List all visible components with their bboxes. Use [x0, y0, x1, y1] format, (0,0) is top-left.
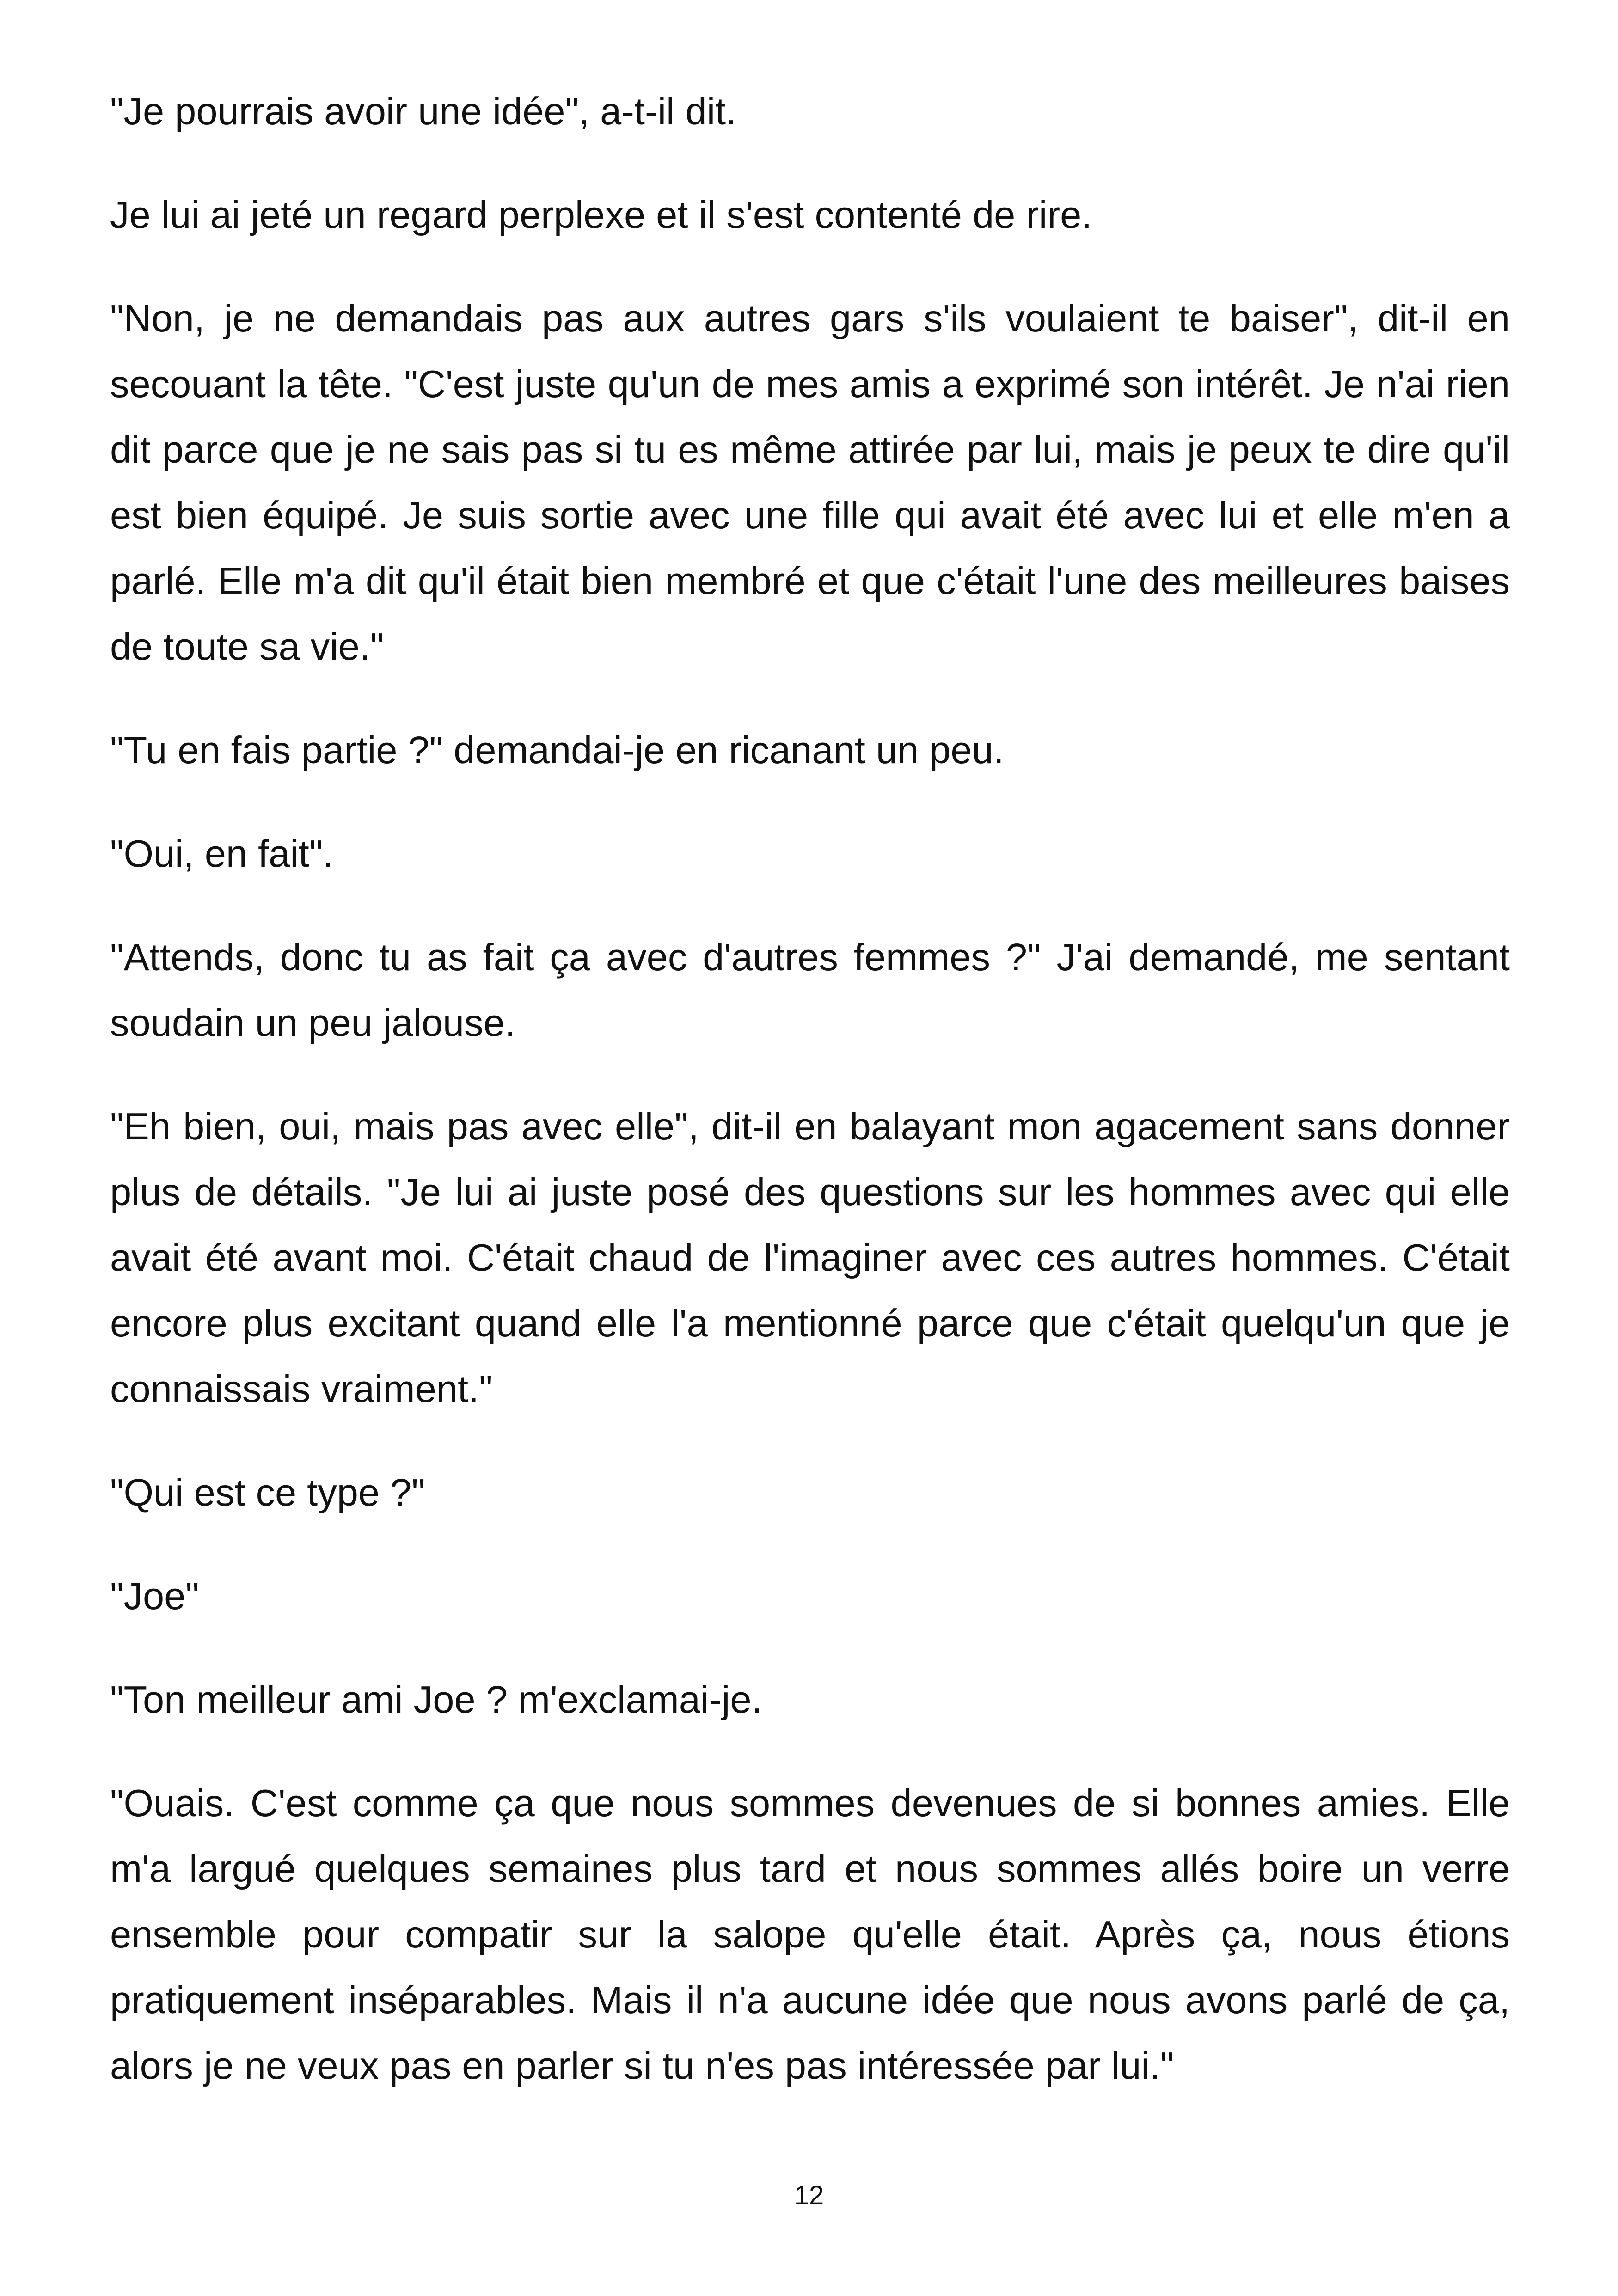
paragraph-1: "Je pourrais avoir une idée", a-t-il dit.: [110, 90, 737, 133]
paragraph-7: "Eh bien, oui, mais pas avec elle", dit-il en balayant mon agacement sans donner plus de détails. "Je lui ai juste posé des questions sur les hommes avec qui elle avait été avant moi. C'était chaud de l'imaginer avec ces autres hommes. C'était encore plus excitant quand elle l'a mentionné parce que c'était quelqu'un que je connaissais vraiment.": [110, 1105, 1510, 1410]
paragraph-2: Je lui ai jeté un regard perplexe et il s'est contenté de rire.: [110, 193, 1092, 236]
paragraph-5: "Oui, en fait".: [110, 832, 334, 875]
paragraph-3: "Non, je ne demandais pas aux autres gars s'ils voulaient te baiser", dit-il en secouant la tête. "C'est juste qu'un de mes amis a exprimé son intérêt. Je n'ai rien dit parce que je ne sais pas si tu es même attirée par lui, mais je peux te dire qu'il est bien équipé. Je suis sortie avec une fille qui avait été avec lui et elle m'en a parlé. Elle m'a dit qu'il était bien membré et que c'était l'une des meilleures baises de toute sa vie.": [110, 297, 1510, 668]
document-body: [110, 79, 1510, 2137]
paragraph-8: "Qui est ce type ?": [110, 1471, 425, 1514]
page-number: 12: [794, 2180, 824, 2210]
paragraph-11: "Ouais. C'est comme ça que nous sommes devenues de si bonnes amies. Elle m'a largué quelques semaines plus tard et nous sommes allés boire un verre ensemble pour compatir sur la salope qu'elle était. Après ça, nous étions pratiquement inséparables. Mais il n'a aucune idée que nous avons parlé de ça, alors je ne veux pas en parler si tu n'es pas intéressée par lui.": [110, 1782, 1510, 2087]
paragraph-4: "Tu en fais partie ?" demandai-je en ricanant un peu.: [110, 729, 1004, 771]
paragraph-6: "Attends, donc tu as fait ça avec d'autres femmes ?" J'ai demandé, me sentant soudain un peu jalouse.: [110, 936, 1510, 1044]
paragraph-10: "Ton meilleur ami Joe ? m'exclamai-je.: [110, 1678, 762, 1721]
paragraph-9: "Joe": [110, 1574, 199, 1617]
